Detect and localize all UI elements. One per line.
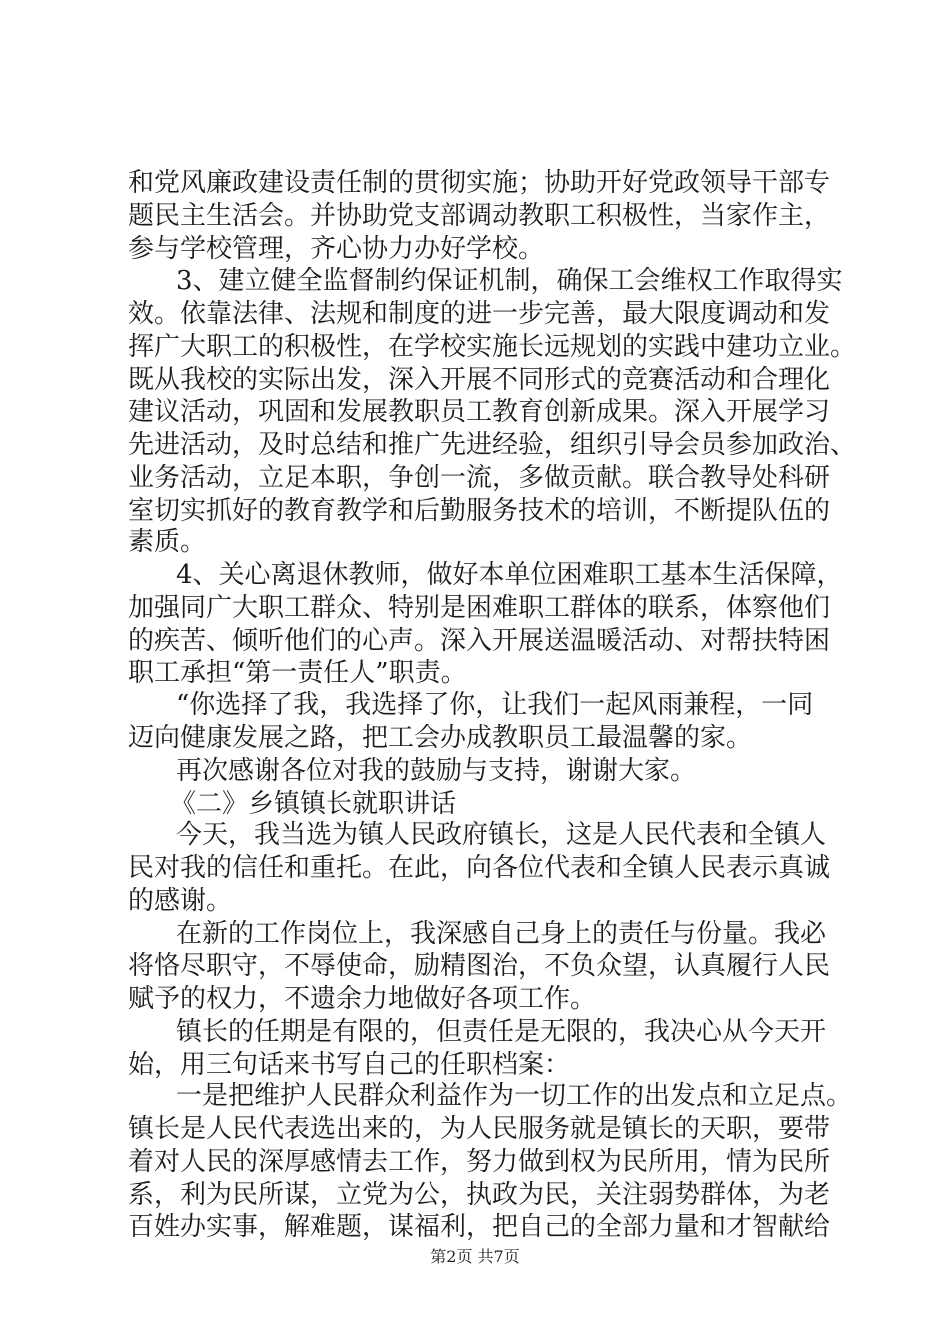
text-line: 参与学校管理，齐心协力办好学校。 — [128, 234, 545, 264]
text-line: 建议活动，巩固和发展教职员工教育创新成果。深入开展学习 — [128, 397, 831, 427]
text-line: 系，利为民所谋，立党为公，执政为民，关注弱势群体，为老 — [128, 1180, 831, 1210]
text-line: “你选择了我，我选择了你，让我们一起风雨兼程，一同 — [176, 690, 814, 720]
text-line: 在新的工作岗位上，我深感自己身上的责任与份量。我必 — [176, 919, 827, 949]
text-line: 一是把维护人民群众利益作为一切工作的出发点和立足点。 — [176, 1081, 853, 1111]
text-line: 既从我校的实际出发，深入开展不同形式的竞赛活动和合理化 — [128, 365, 831, 395]
text-line: 4、关心离退休教师，做好本单位困难职工基本生活保障， — [176, 560, 843, 590]
text-line: 职工承担“第一责任人”职责。 — [128, 658, 467, 688]
text-line: 再次感谢各位对我的鼓励与支持，谢谢大家。 — [176, 756, 697, 786]
text-line: 加强同广大职工群众、特别是困难职工群体的联系，体察他们 — [128, 593, 831, 623]
text-line: 的疾苦、倾听他们的心声。深入开展送温暖活动、对帮扶特困 — [128, 626, 831, 656]
section-heading: 《二》乡镇镇长就职讲话 — [170, 789, 457, 819]
text-line: 3、建立健全监督制约保证机制，确保工会维权工作取得实 — [176, 266, 843, 296]
text-line: 业务活动，立足本职，争创一流，多做贡献。联合教导处科研 — [128, 463, 831, 493]
text-line: 室切实抓好的教育教学和后勤服务技术的培训，不断提队伍的 — [128, 496, 831, 526]
text-line: 着对人民的深厚感情去工作，努力做到权为民所用，情为民所 — [128, 1147, 831, 1177]
text-line: 镇长的任期是有限的，但责任是无限的，我决心从今天开 — [176, 1017, 827, 1047]
text-line: 今天，我当选为镇人民政府镇长，这是人民代表和全镇人 — [176, 820, 827, 850]
text-line: 民对我的信任和重托。在此，向各位代表和全镇人民表示真诚 — [128, 853, 831, 883]
text-line: 将恪尽职守，不辱使命，励精图治，不负众望，认真履行人民 — [128, 951, 831, 981]
text-line: 百姓办实事，解难题，谋福利，把自己的全部力量和才智献给 — [128, 1212, 831, 1242]
text-line: 素质。 — [128, 527, 207, 557]
text-line: 镇长是人民代表选出来的，为人民服务就是镇长的天职，要带 — [128, 1114, 831, 1144]
text-line: 题民主生活会。并协助党支部调动教职工积极性，当家作主， — [128, 201, 831, 231]
page-number-footer: 第2页 共7页 — [430, 1247, 520, 1266]
text-line: 挥广大职工的积极性，在学校实施长远规划的实践中建功立业。 — [128, 332, 857, 362]
text-line: 先进活动，及时总结和推广先进经验，组织引导会员参加政治、 — [128, 430, 857, 460]
text-line: 始，用三句话来书写自己的任职档案： — [128, 1050, 571, 1080]
text-line: 的感谢。 — [128, 886, 233, 916]
text-line: 效。依靠法律、法规和制度的进一步完善，最大限度调动和发 — [128, 299, 831, 329]
text-line: 赋予的权力，不遗余力地做好各项工作。 — [128, 984, 597, 1014]
text-line: 迈向健康发展之路，把工会办成教职员工最温馨的家。 — [128, 723, 753, 753]
text-line: 和党风廉政建设责任制的贯彻实施；协助开好党政领导干部专 — [128, 168, 831, 198]
